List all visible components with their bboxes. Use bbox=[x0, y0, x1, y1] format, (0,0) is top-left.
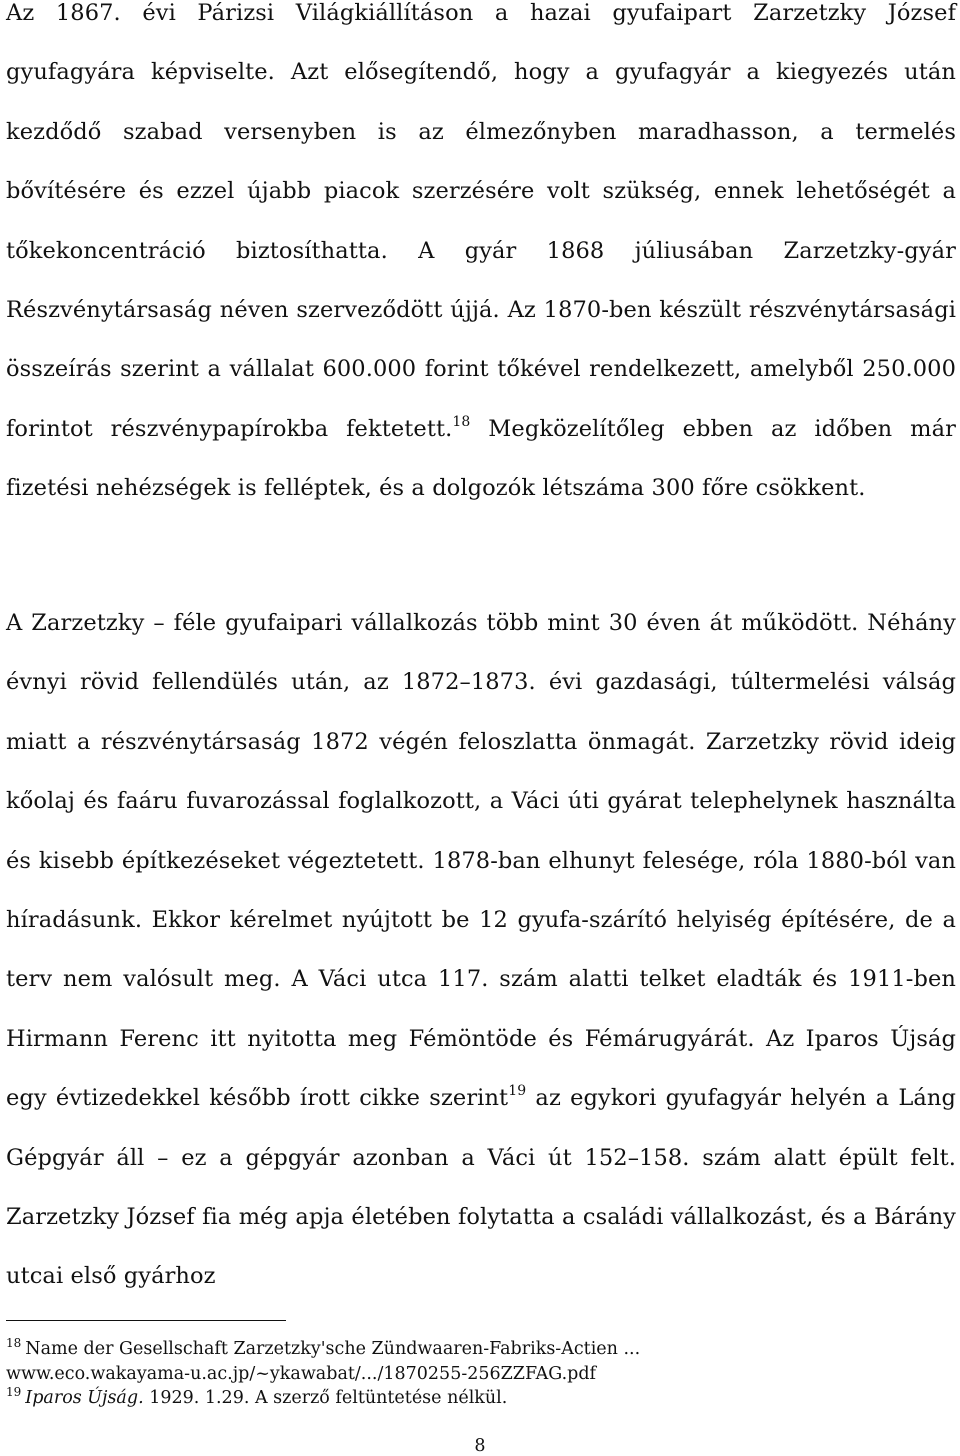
footnote-19 bbox=[6, 1386, 956, 1411]
footnote-ref-19[interactable]: 19 bbox=[508, 1083, 527, 1100]
paragraph-2-text-b: az egykori gyufagyár helyén a Láng Gépgyár áll – ez a gépgyár azonban a Váci út 152–158. szám alatt épült felt. Zarzetzky József fia még apja életében folytatta a családi vállalkozást, és a Bárány utcai első gyárhoz bbox=[6, 1085, 956, 1290]
footnote-18-url[interactable]: www.eco.wakayama-u.ac.jp/~ykawabat/.../1870255-256ZZFAG.pdf bbox=[6, 1363, 597, 1384]
paragraph-1-text-b: Megközelítőleg ebben az időben már fizetési nehézségek is felléptek, és a dolgozók létszáma 300 főre csökkent. bbox=[6, 415, 956, 502]
paragraph-2 bbox=[6, 594, 956, 1307]
footnote-18-text: Name der Gesellschaft Zarzetzky'sche Zündwaaren-Fabriks-Actien ... bbox=[25, 1339, 641, 1359]
footnote-separator bbox=[6, 1320, 286, 1321]
document-page bbox=[6, 0, 956, 1456]
footnote-19-text: 1929. 1.29. A szerző feltüntetése nélkül. bbox=[143, 1388, 508, 1408]
paragraph-1-text-a: Az 1867. évi Párizsi Világkiállításon a hazai gyufaipart Zarzetzky József gyufagyára képviselte. Azt elősegítendő, hogy a gyufagyár a kiegyezés után kezdődő szabad versenyben is az élmezőnyben maradhasson, a termelés bővítésére és ezzel újabb piacok szerzésére volt szükség, ennek lehetőségét a tőkekoncentráció biztosíthatta. A gyár 1868 júliusában Zarzetzky-gyár Részvénytársaság néven szerveződött újjá. Az 1870-ben készült részvénytársasági összeírás szerint a vállalat 600.000 forint tőkével rendelkezett, amelyből 250.000 forintot részvénypapírokba fektetett. bbox=[6, 0, 956, 442]
footnotes bbox=[6, 1337, 956, 1411]
footnote-19-source: Iparos Újság. bbox=[25, 1388, 144, 1408]
footnote-ref-18[interactable]: 18 bbox=[452, 413, 471, 430]
footnote-19-number: 19 bbox=[6, 1385, 22, 1399]
footnote-18-number: 18 bbox=[6, 1336, 22, 1350]
paragraph-2-text-a: A Zarzetzky – féle gyufaipari vállalkozás több mint 30 éven át működött. Néhány évnyi rövid fellendülés után, az 1872–1873. évi gazdasági, túltermelési válság miatt a részvénytársaság 1872 végén feloszlatta önmagát. Zarzetzky rövid ideig kőolaj és faáru fuvarozással foglalkozott, a Váci úti gyárat telephelynek használta és kisebb építkezéseket végeztetett. 1878-ban elhunyt felesége, róla 1880-ból van híradásunk. Ekkor kérelmet nyújtott be 12 gyufa-szárító helyiség építésére, de a terv nem valósult meg. A Váci utca 117. szám alatti telket eladták és 1911-ben Hirmann Ferenc itt nyitotta meg Fémöntöde és Fémárugyárát. Az Iparos Újság egy évtizedekkel később írott cikke szerint bbox=[6, 610, 956, 1112]
paragraph-1 bbox=[6, 0, 956, 519]
page-number: 8 bbox=[474, 1436, 486, 1456]
footnote-18-line-1 bbox=[6, 1337, 956, 1362]
